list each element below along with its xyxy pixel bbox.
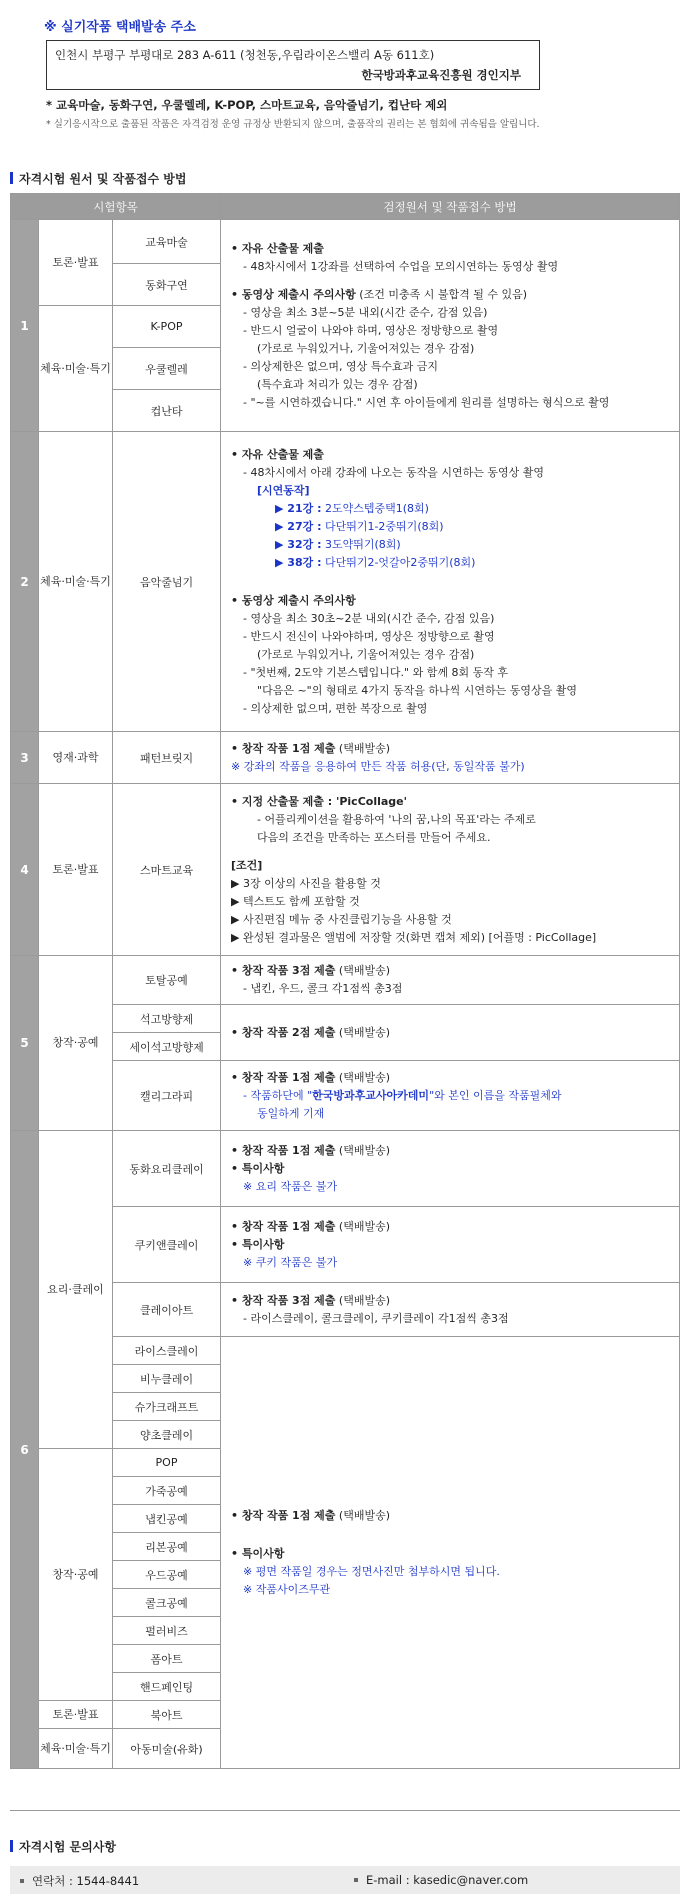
category: 요리·클레이 — [39, 1131, 113, 1449]
section1-title: 자격시험 원서 및 작품접수 방법 — [10, 170, 186, 187]
desc-heading: • 동영상 제출시 주의사항 — [231, 593, 356, 607]
demo-item: ▶ 27강 : 다단뛰기1-2중뛰기(8회) — [275, 519, 444, 533]
desc-line: - 라이스클레이, 콜크클레이, 쿠키클레이 각1점씩 총3점 — [243, 1311, 509, 1325]
desc-line: - 냅킨, 우드, 콜크 각1점씩 총3점 — [243, 982, 403, 995]
subject: 가죽공예 — [113, 1477, 221, 1505]
method-desc — [221, 1337, 680, 1769]
table-row — [11, 432, 680, 732]
contact-bar — [10, 1866, 680, 1894]
category: 영재·과학 — [39, 732, 113, 784]
return-note: * 실기응시작으로 출품된 작품은 자격검정 운영 규정상 반환되지 않으며, 출품작의 권리는 본 협회에 귀속됨을 알립니다. — [46, 119, 540, 130]
category: 토론·발표 — [39, 784, 113, 956]
contact-phone: 연락처 : 1544-8441 — [20, 1873, 139, 1889]
subject: 클레이아트 — [113, 1283, 221, 1337]
condition-item: ▶ 3장 이상의 사진을 활용할 것 — [231, 876, 381, 890]
group-number: 3 — [11, 732, 39, 784]
desc-heading: • 창작 작품 3점 제출 (택배발송) — [231, 964, 390, 977]
subject: 비누클레이 — [113, 1365, 221, 1393]
subject: 폼아트 — [113, 1645, 221, 1673]
desc-line: 다음의 조건을 만족하는 포스터를 만들어 주세요. — [257, 830, 491, 844]
method-desc — [221, 784, 680, 956]
subject: 캘리그라피 — [113, 1061, 221, 1131]
header-method: 검정원서 및 작품접수 방법 — [221, 194, 680, 220]
subject: 우쿨렐레 — [113, 348, 221, 390]
subject: 음악줄넘기 — [113, 432, 221, 732]
subject: 리본공예 — [113, 1533, 221, 1561]
category: 체육·미술·특기 — [39, 306, 113, 432]
desc-line: ※ 강좌의 작품을 응용하여 만든 작품 허용(단, 동일작품 불가) — [231, 759, 525, 773]
subject: 북아트 — [113, 1701, 221, 1729]
condition-title: [조건] — [231, 858, 263, 872]
demo-item: ▶ 21강 : 2도약스텝중택1(8회) — [275, 501, 429, 515]
address-line2: 한국방과후교육진흥원 경인지부 — [361, 68, 521, 82]
section2-title: 자격시험 문의사항 — [10, 1838, 116, 1855]
desc-line: ※ 요리 작품은 불가 — [243, 1179, 338, 1193]
category: 토론·발표 — [39, 1701, 113, 1729]
desc-line: "다음은 ~"의 형태로 4가지 동작을 하나씩 시연하는 동영상을 촬영 — [257, 683, 577, 697]
subject: 석고방향제 — [113, 1005, 221, 1033]
subject: 컵난타 — [113, 390, 221, 432]
subject: 스마트교육 — [113, 784, 221, 956]
desc-line: - 영상을 최소 3분~5분 내외(시간 준수, 감점 있음) — [243, 305, 488, 319]
desc-heading: • 특이사항 — [231, 1161, 285, 1175]
table-row — [11, 956, 680, 1005]
bullet-square-icon — [354, 1878, 358, 1882]
subject: 토탈공예 — [113, 956, 221, 1005]
desc-line: - 반드시 전신이 나와야하며, 영상은 정방향으로 촬영 — [243, 629, 495, 643]
contact-email: E-mail : kasedic@naver.com — [354, 1873, 528, 1887]
table-header — [11, 194, 680, 220]
address-box — [46, 40, 540, 90]
desc-line: - 어플리케이션을 활용하여 '나의 꿈,나의 목표'라는 주제로 — [257, 812, 536, 826]
condition-item: ▶ 사진편집 메뉴 중 사진클립기능을 사용할 것 — [231, 912, 452, 926]
condition-item: ▶ 텍스트도 함께 포함할 것 — [231, 894, 360, 908]
category: 체육·미술·특기 — [39, 432, 113, 732]
desc-heading: • 지정 산출물 제출 : 'PicCollage' — [231, 794, 407, 808]
desc-heading: • 자유 산출물 제출 — [231, 241, 324, 255]
subject: 펄러비즈 — [113, 1617, 221, 1645]
subject: 아동미술(유화) — [113, 1729, 221, 1769]
method-desc — [221, 732, 680, 784]
desc-line: ※ 작품사이즈무관 — [243, 1582, 331, 1596]
subject: 패턴브릿지 — [113, 732, 221, 784]
desc-line: (가로로 누워있거나, 기울어져있는 경우 감점) — [257, 647, 475, 661]
method-desc — [221, 1131, 680, 1207]
desc-line: - 의상제한은 없으며, 영상 특수효과 금지 — [243, 359, 438, 373]
desc-line: - "~를 시연하겠습니다." 시연 후 아이들에게 원리를 설명하는 형식으로 촬영 — [243, 395, 610, 409]
desc-line: - 반드시 얼굴이 나와야 하며, 영상은 정방향으로 촬영 — [243, 323, 499, 337]
desc-line: ※ 쿠키 작품은 불가 — [243, 1255, 338, 1269]
desc-heading: • 특이사항 — [231, 1546, 285, 1560]
desc-line: - 48차시에서 1강좌를 선택하여 수업을 모의시연하는 동영상 촬영 — [243, 259, 559, 273]
bullet-square-icon — [20, 1879, 24, 1883]
subject: 콜크공예 — [113, 1589, 221, 1617]
category: 체육·미술·특기 — [39, 1729, 113, 1769]
method-desc — [221, 1207, 680, 1283]
desc-heading: • 창작 작품 2점 제출 (택배발송) — [231, 1025, 390, 1039]
address-line1: 인천시 부평구 부평대로 283 A-611 (청천동,우림라이온스밸리 A동 611호) — [55, 48, 435, 62]
desc-heading: • 자유 산출물 제출 — [231, 447, 324, 461]
subject: 교육마술 — [113, 220, 221, 264]
subject: 동화요리클레이 — [113, 1131, 221, 1207]
desc-heading: • 특이사항 — [231, 1237, 285, 1251]
subject: 라이스클레이 — [113, 1337, 221, 1365]
demo-item: ▶ 32강 : 3도약뛰기(8회) — [275, 537, 401, 551]
subject: 슈가크래프트 — [113, 1393, 221, 1421]
category: 창작·공예 — [39, 956, 113, 1131]
demo-item: ▶ 38강 : 다단뛰기2-엇갈아2중뛰기(8회) — [275, 555, 476, 569]
subject: 세이석고방향제 — [113, 1033, 221, 1061]
subject: 핸드페인팅 — [113, 1673, 221, 1701]
table-row — [11, 732, 680, 784]
category: 창작·공예 — [39, 1449, 113, 1701]
exclude-note: * 교육마술, 동화구연, 우쿨렐레, K-POP, 스마트교육, 음악줄넘기, 컵난타 제외 — [46, 98, 448, 112]
method-desc — [221, 220, 680, 432]
desc-heading: • 동영상 제출시 주의사항 (조건 미충족 시 불합격 될 수 있음) — [231, 287, 527, 301]
desc-line: - "첫번째, 2도약 기본스텝입니다." 와 함께 8회 동작 후 — [243, 665, 508, 679]
exam-table — [10, 193, 680, 1769]
group-number: 1 — [11, 220, 39, 432]
group-number: 6 — [11, 1131, 39, 1769]
desc-heading: • 창작 작품 1점 제출 (택배발송) — [231, 1508, 390, 1522]
desc-line: 동일하게 기재 — [257, 1106, 325, 1120]
table-row — [11, 220, 680, 264]
demo-title: [시연동작] — [257, 483, 310, 497]
method-desc — [221, 956, 680, 1005]
divider — [10, 1810, 680, 1811]
method-desc — [221, 1283, 680, 1337]
table-row — [11, 784, 680, 956]
group-number: 5 — [11, 956, 39, 1131]
desc-line: (특수효과 처리가 있는 경우 감점) — [257, 377, 418, 391]
desc-line: - 의상제한 없으며, 편한 복장으로 촬영 — [243, 701, 428, 715]
header-item: 시험항목 — [11, 194, 221, 220]
desc-heading: • 창작 작품 1점 제출 (택배발송) — [231, 1070, 390, 1084]
subject: 냅킨공예 — [113, 1505, 221, 1533]
subject: 동화구연 — [113, 264, 221, 306]
method-desc — [221, 1061, 680, 1131]
condition-item: ▶ 완성된 결과물은 앨범에 저장할 것(화면 캡쳐 제외) [어플명 : PicCollage] — [231, 930, 597, 944]
table-row — [11, 1131, 680, 1207]
category: 토론·발표 — [39, 220, 113, 306]
subject: K-POP — [113, 306, 221, 348]
desc-line: (가로로 누워있거나, 기울어져있는 경우 감점) — [257, 341, 475, 355]
desc-heading: • 창작 작품 1점 제출 (택배발송) — [231, 741, 390, 755]
subject: 쿠키앤클레이 — [113, 1207, 221, 1283]
subject: 양초클레이 — [113, 1421, 221, 1449]
desc-line: ※ 평면 작품일 경우는 정면사진만 첨부하시면 됩니다. — [243, 1564, 500, 1578]
desc-line: - 영상을 최소 30초~2분 내외(시간 준수, 감점 있음) — [243, 611, 495, 625]
desc-heading: • 창작 작품 3점 제출 (택배발송) — [231, 1293, 390, 1307]
group-number: 4 — [11, 784, 39, 956]
desc-heading: • 창작 작품 1점 제출 (택배발송) — [231, 1219, 390, 1233]
subject: 우드공예 — [113, 1561, 221, 1589]
group-number: 2 — [11, 432, 39, 732]
desc-heading: • 창작 작품 1점 제출 (택배발송) — [231, 1143, 390, 1157]
desc-line: - 48차시에서 아래 강좌에 나오는 동작을 시연하는 동영상 촬영 — [243, 465, 544, 479]
desc-line: - 작품하단에 "한국방과후교사아카데미"와 본인 이름을 작품필체와 — [243, 1088, 562, 1102]
method-desc — [221, 1005, 680, 1061]
subject: POP — [113, 1449, 221, 1477]
method-desc — [221, 432, 680, 732]
shipping-title: ※ 실기작품 택배발송 주소 — [44, 20, 196, 35]
